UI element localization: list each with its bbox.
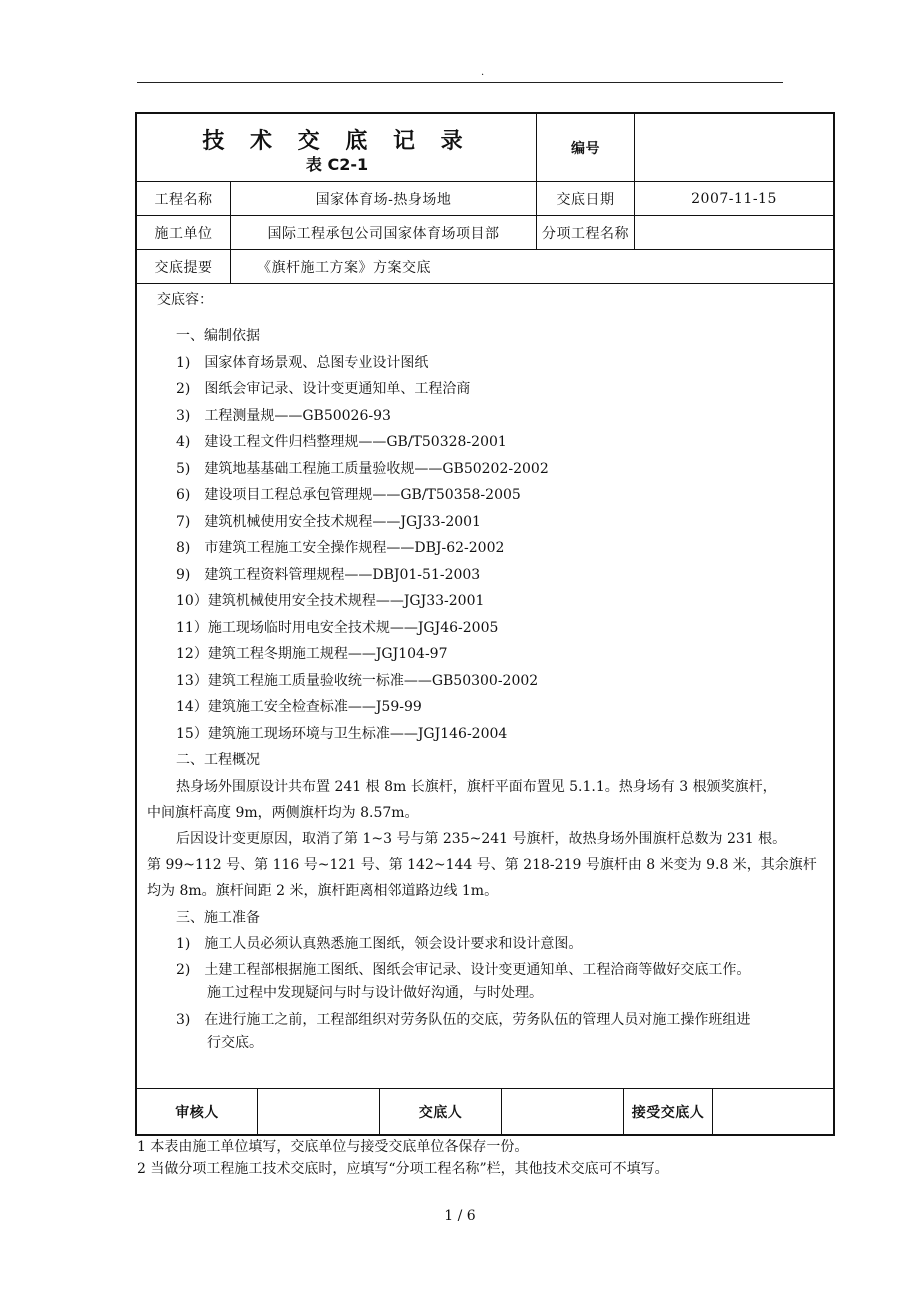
footnote: 1 本表由施工单位填写，交底单位与接受交底单位各保存一份。: [137, 1139, 529, 1155]
list-item: 5) 建筑地基基础工程施工质量验收规——GB50202-2002: [176, 461, 549, 477]
list-item: 9) 建筑工程资料管理规程——DBJ01-51-2003: [176, 567, 481, 583]
header-rule: [137, 82, 783, 83]
summary-value[interactable]: 《旗杆施工方案》方案交底: [257, 259, 431, 276]
paragraph-line: 热身场外围原设计共布置 241 根 8m 长旗杆，旗杆平面布置见 5.1.1。热身场有 3 根颁奖旗杆，: [176, 779, 777, 795]
receiver-label: 接受交底人: [631, 1104, 705, 1121]
unit-value[interactable]: 国际工程承包公司国家体育场项目部: [267, 225, 500, 242]
list-item: 4) 建设工程文件归档整理规——GB/T50328-2001: [176, 434, 507, 450]
list-item-continuation: 行交底。: [207, 1035, 263, 1051]
header-dot: .: [481, 67, 485, 78]
number-label: 编号: [571, 140, 600, 157]
project-name-label: 工程名称: [154, 191, 213, 208]
list-item: 1) 国家体育场景观、总图专业设计图纸: [176, 355, 429, 371]
list-item-continuation: 施工过程中发现疑问与时与设计做好沟通，与时处理。: [207, 985, 543, 1001]
list-item: 11）施工现场临时用电安全技术规——JGJ46-2005: [176, 620, 499, 636]
discloser-value[interactable]: [502, 1089, 623, 1134]
reviewer-value[interactable]: [258, 1089, 379, 1134]
list-item: 1) 施工人员必须认真熟悉施工图纸，领会设计要求和设计意图。: [176, 936, 583, 952]
list-item: 2) 图纸会审记录、设计变更通知单、工程洽商: [176, 381, 471, 397]
section-title: 一、编制依据: [176, 328, 260, 344]
list-item: 14）建筑施工安全检查标准——J59-99: [176, 699, 422, 715]
section-title: 二、工程概况: [176, 752, 260, 768]
list-item: 13）建筑工程施工质量验收统一标准——GB50300-2002: [176, 673, 539, 689]
list-item: 8) 市建筑工程施工安全操作规程——DBJ-62-2002: [176, 540, 505, 556]
summary-label: 交底提要: [154, 259, 213, 276]
form-title: 技 术 交 底 记 录: [202, 129, 472, 154]
content-heading: 交底容：: [157, 292, 213, 308]
reviewer-label: 审核人: [175, 1104, 219, 1121]
list-item: 12）建筑工程冬期施工规程——JGJ104-97: [176, 646, 448, 662]
date-label: 交底日期: [556, 191, 615, 208]
paragraph-line: 第 99~112 号、第 116 号~121 号、第 142~144 号、第 218-219 号旗杆由 8 米变为 9.8 米，其余旗杆: [147, 857, 817, 873]
number-value[interactable]: [635, 114, 833, 181]
paragraph-line: 后因设计变更原因，取消了第 1~3 号与第 235~241 号旗杆，故热身场外围旗杆总数为 231 根。: [176, 831, 787, 847]
list-item: 3) 在进行施工之前，工程部组织对劳务队伍的交底，劳务队伍的管理人员对施工操作班组进: [176, 1012, 751, 1028]
subproject-value[interactable]: [635, 216, 833, 249]
paragraph-line: 中间旗杆高度 9m，两侧旗杆均为 8.57m。: [147, 805, 419, 821]
paragraph-line: 均为 8m。旗杆间距 2 米，旗杆距离相邻道路边线 1m。: [147, 883, 499, 899]
footnote: 2 当做分项工程施工技术交底时，应填写“分项工程名称”栏，其他技术交底可不填写。: [137, 1161, 669, 1177]
list-item: 2) 土建工程部根据施工图纸、图纸会审记录、设计变更通知单、工程洽商等做好交底工作。: [176, 962, 751, 978]
page-number: 1 / 6: [444, 1208, 476, 1224]
subproject-label: 分项工程名称: [542, 225, 629, 242]
disclosure-form: [135, 112, 835, 1136]
list-item: 6) 建设项目工程总承包管理规——GB/T50358-2005: [176, 487, 521, 503]
date-value[interactable]: 2007-11-15: [691, 190, 777, 207]
list-item: 10）建筑机械使用安全技术规程——JGJ33-2001: [176, 593, 485, 609]
form-subtitle: 表 C2-1: [305, 155, 369, 174]
project-name-value[interactable]: 国家体育场-热身场地: [315, 191, 452, 208]
discloser-label: 交底人: [418, 1104, 463, 1121]
row-divider: [137, 283, 833, 284]
receiver-value[interactable]: [713, 1089, 833, 1134]
list-item: 15）建筑施工现场环境与卫生标准——JGJ146-2004: [176, 726, 508, 742]
list-item: 7) 建筑机械使用安全技术规程——JGJ33-2001: [176, 514, 481, 530]
section-title: 三、施工准备: [176, 910, 260, 926]
unit-label: 施工单位: [154, 225, 213, 242]
list-item: 3) 工程测量规——GB50026-93: [176, 408, 391, 424]
